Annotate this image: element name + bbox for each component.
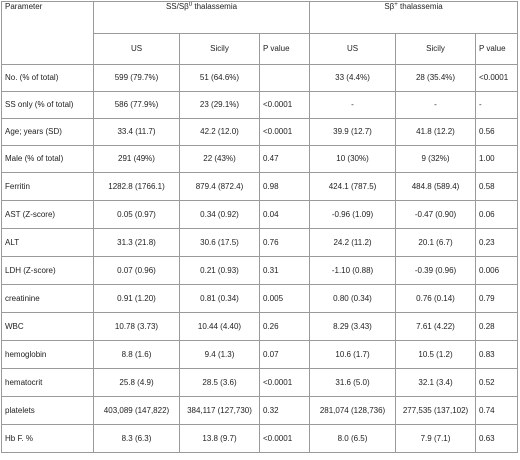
subheader-p-value: P value — [476, 34, 518, 65]
table-row — [2, 285, 518, 313]
value-p-value: 0.63 — [476, 425, 518, 453]
value-us: 1282.8 (1766.1) — [94, 173, 180, 201]
value-sicily: 0.34 (0.92) — [180, 201, 260, 229]
table-row — [2, 65, 518, 92]
row-label: Age; years (SD) — [2, 119, 94, 146]
value-sicily: -0.47 (0.90) — [396, 201, 476, 229]
row-label: platelets — [2, 397, 94, 425]
value-us: 0.05 (0.97) — [94, 201, 180, 229]
data-table-container — [1, 1, 517, 458]
value-us: 33 (4.4%) — [310, 65, 396, 92]
value-us: 39.9 (12.7) — [310, 119, 396, 146]
value-us: 0.07 (0.96) — [94, 257, 180, 285]
value-sicily: 0.21 (0.93) — [180, 257, 260, 285]
thalassemia-comparison-table — [1, 1, 518, 453]
value-sicily: 484.8 (589.4) — [396, 173, 476, 201]
table-row — [2, 341, 518, 369]
row-label: AST (Z-score) — [2, 201, 94, 229]
value-p-value: 0.79 — [476, 285, 518, 313]
table-row — [2, 92, 518, 119]
value-p-value: 0.07 — [260, 341, 310, 369]
value-sicily: 9 (32%) — [396, 146, 476, 173]
value-p-value: <0.0001 — [260, 369, 310, 397]
value-p-value: 0.23 — [476, 229, 518, 257]
value-p-value: 0.04 — [260, 201, 310, 229]
value-us: 0.80 (0.34) — [310, 285, 396, 313]
value-us: 33.4 (11.7) — [94, 119, 180, 146]
value-sicily: 9.4 (1.3) — [180, 341, 260, 369]
table-row — [2, 173, 518, 201]
value-us: 586 (77.9%) — [94, 92, 180, 119]
value-p-value: 1.00 — [476, 146, 518, 173]
value-us: 25.8 (4.9) — [94, 369, 180, 397]
value-p-value: 0.28 — [476, 313, 518, 341]
value-p-value: 0.52 — [476, 369, 518, 397]
value-sicily: 7.61 (4.22) — [396, 313, 476, 341]
subheader-us: US — [310, 34, 396, 65]
value-us: -0.96 (1.09) — [310, 201, 396, 229]
value-p-value: 0.005 — [260, 285, 310, 313]
value-us: 424.1 (787.5) — [310, 173, 396, 201]
table-row — [2, 425, 518, 453]
value-p-value: <0.0001 — [260, 119, 310, 146]
value-us: 8.8 (1.6) — [94, 341, 180, 369]
value-us: -1.10 (0.88) — [310, 257, 396, 285]
table-row — [2, 257, 518, 285]
row-label: hemoglobin — [2, 341, 94, 369]
row-label: SS only (% of total) — [2, 92, 94, 119]
value-sicily: 13.8 (9.7) — [180, 425, 260, 453]
value-sicily: 30.6 (17.5) — [180, 229, 260, 257]
value-p-value: 0.47 — [260, 146, 310, 173]
row-label: Male (% of total) — [2, 146, 94, 173]
value-us: 31.3 (21.8) — [94, 229, 180, 257]
row-label: Ferritin — [2, 173, 94, 201]
value-sicily: 0.76 (0.14) — [396, 285, 476, 313]
value-sicily: 41.8 (12.2) — [396, 119, 476, 146]
value-sicily: 0.81 (0.34) — [180, 285, 260, 313]
value-p-value: <0.0001 — [260, 425, 310, 453]
value-sicily: 10.44 (4.40) — [180, 313, 260, 341]
value-us: 10.6 (1.7) — [310, 341, 396, 369]
value-us: 10 (30%) — [310, 146, 396, 173]
value-sicily: 51 (64.6%) — [180, 65, 260, 92]
value-p-value: 0.58 — [476, 173, 518, 201]
value-us: 31.6 (5.0) — [310, 369, 396, 397]
value-us: 8.3 (6.3) — [94, 425, 180, 453]
value-p-value: 0.74 — [476, 397, 518, 425]
value-sicily: 28 (35.4%) — [396, 65, 476, 92]
table-row — [2, 119, 518, 146]
value-sicily: 10.5 (1.2) — [396, 341, 476, 369]
row-label: ALT — [2, 229, 94, 257]
value-us: 0.91 (1.20) — [94, 285, 180, 313]
table-row — [2, 201, 518, 229]
value-p-value: 0.56 — [476, 119, 518, 146]
value-sicily: 28.5 (3.6) — [180, 369, 260, 397]
row-label: creatinine — [2, 285, 94, 313]
value-us: 403,089 (147,822) — [94, 397, 180, 425]
value-us: 599 (79.7%) — [94, 65, 180, 92]
subheader-sicily: Sicily — [180, 34, 260, 65]
value-p-value: - — [476, 92, 518, 119]
value-sicily: 42.2 (12.0) — [180, 119, 260, 146]
value-p-value: 0.76 — [260, 229, 310, 257]
row-label: LDH (Z-score) — [2, 257, 94, 285]
value-us: 8.0 (6.5) — [310, 425, 396, 453]
value-p-value — [260, 65, 310, 92]
value-us: 10.78 (3.73) — [94, 313, 180, 341]
value-sicily: 277,535 (137,102) — [396, 397, 476, 425]
value-sicily: 384,117 (127,730) — [180, 397, 260, 425]
value-sicily: 20.1 (6.7) — [396, 229, 476, 257]
row-label: No. (% of total) — [2, 65, 94, 92]
table-row — [2, 146, 518, 173]
subheader-sicily: Sicily — [396, 34, 476, 65]
value-sicily: 23 (29.1%) — [180, 92, 260, 119]
row-label: Hb F. % — [2, 425, 94, 453]
row-label: hematocrit — [2, 369, 94, 397]
group-header-sb-plus: Sβ+ thalassemia — [310, 2, 518, 34]
row-label: WBC — [2, 313, 94, 341]
value-p-value: <0.0001 — [260, 92, 310, 119]
value-us: 8.29 (3.43) — [310, 313, 396, 341]
value-us: - — [310, 92, 396, 119]
table-row — [2, 229, 518, 257]
value-sicily: 879.4 (872.4) — [180, 173, 260, 201]
subheader-us: US — [94, 34, 180, 65]
parameter-header: Parameter — [2, 2, 94, 65]
value-p-value: 0.32 — [260, 397, 310, 425]
table-row — [2, 397, 518, 425]
value-sicily: 22 (43%) — [180, 146, 260, 173]
value-p-value: 0.26 — [260, 313, 310, 341]
value-sicily: 32.1 (3.4) — [396, 369, 476, 397]
table-row — [2, 369, 518, 397]
value-p-value: 0.83 — [476, 341, 518, 369]
value-p-value: 0.31 — [260, 257, 310, 285]
table-row — [2, 313, 518, 341]
value-p-value: 0.06 — [476, 201, 518, 229]
value-us: 291 (49%) — [94, 146, 180, 173]
subheader-p-value: P value — [260, 34, 310, 65]
group-header-ss-sb0: $SS/S\beta^0$ thalassemia — [94, 2, 310, 34]
value-p-value: <0.0001 — [476, 65, 518, 92]
header-row-groups — [2, 2, 518, 34]
value-us: 281,074 (128,736) — [310, 397, 396, 425]
value-us: 24.2 (11.2) — [310, 229, 396, 257]
value-sicily: - — [396, 92, 476, 119]
value-sicily: 7.9 (7.1) — [396, 425, 476, 453]
value-p-value: 0.98 — [260, 173, 310, 201]
value-sicily: -0.39 (0.96) — [396, 257, 476, 285]
value-p-value: 0.006 — [476, 257, 518, 285]
